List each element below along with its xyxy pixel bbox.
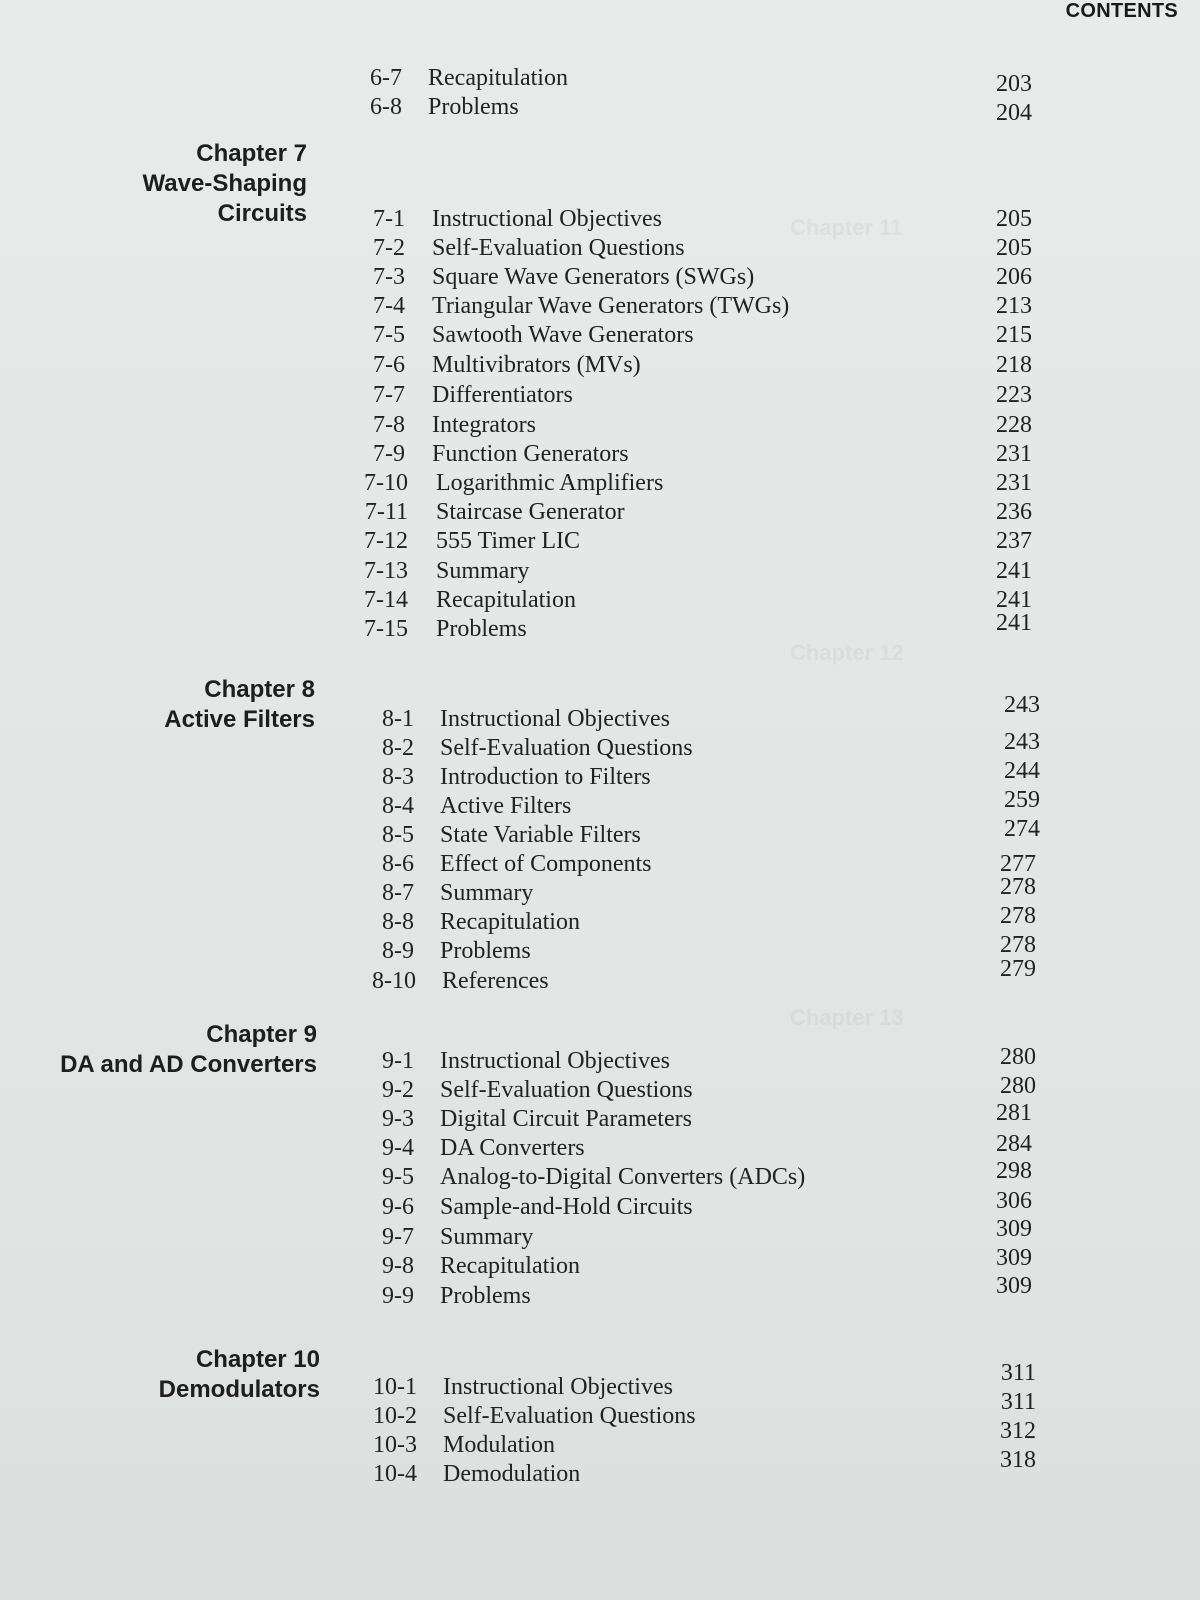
page-number: 277 [1000,851,1036,877]
section-title: Instructional Objectives [432,206,662,232]
toc-entry [0,956,1200,996]
section-number: 9-8 [382,1253,414,1279]
page-number: 279 [1000,956,1036,982]
page-number: 243 [1004,692,1040,718]
toc-entry [0,556,1200,586]
page-number: 204 [996,100,1032,126]
section-number: 7-7 [373,382,405,408]
show-through-text: Chapter 12 [790,640,904,665]
section-title: Problems [436,616,527,642]
section-number: 10-1 [373,1374,417,1400]
section-number: 7-8 [373,412,405,438]
section-title: Digital Circuit Parameters [440,1106,692,1132]
section-number: 9-5 [382,1164,414,1190]
toc-entry [0,204,1200,234]
section-title: Self-Evaluation Questions [432,235,685,261]
section-number: 10-3 [373,1432,417,1458]
section-title: Sample-and-Hold Circuits [440,1194,693,1220]
section-title: Summary [440,1224,534,1250]
section-number: 9-6 [382,1194,414,1220]
section-title: Staircase Generator [436,499,625,525]
page-header: CONTENTS [1065,0,1178,22]
show-through-text: Chapter 11 [790,215,903,240]
page-number: 228 [996,412,1032,438]
section-number: 8-6 [382,851,414,877]
section-title: Problems [440,938,531,964]
section-number: 7-3 [373,264,405,290]
section-title: Summary [436,558,530,584]
section-title: Differentiators [432,382,573,408]
section-title: Instructional Objectives [440,1048,670,1074]
toc-entry [0,291,1200,321]
section-number: 7-15 [364,616,408,642]
toc-entry [0,233,1200,263]
page-number: 218 [996,352,1032,378]
page-number: 205 [996,206,1032,232]
page-number: 309 [996,1273,1032,1299]
toc-entry [0,526,1200,556]
page-number: 274 [1004,816,1040,842]
section-number: 9-4 [382,1135,414,1161]
section-number: 8-9 [382,938,414,964]
section-number: 7-4 [373,293,405,319]
section-title: Recapitulation [440,909,580,935]
section-title: Self-Evaluation Questions [440,735,693,761]
page-number: 311 [1000,1389,1036,1415]
chapter-title: Circuits [217,200,307,227]
section-title: Instructional Objectives [443,1374,673,1400]
page-number: 231 [996,470,1032,496]
page-number: 215 [996,322,1032,348]
section-title: Modulation [443,1432,555,1458]
toc-entry [0,63,1200,97]
toc-entry [0,320,1200,350]
page-number: 231 [996,441,1032,467]
toc-entry [0,1447,1200,1489]
chapter-label: Chapter 10 [195,1346,320,1373]
page-number: 241 [996,610,1032,636]
section-number: 8-1 [382,706,414,732]
show-through-text: Chapter 13 [790,1005,904,1030]
page-number: 278 [1000,903,1036,929]
toc-entry [0,92,1200,126]
section-number: 9-7 [382,1224,414,1250]
section-number: 6-7 [370,65,402,91]
page-number: 311 [1000,1360,1036,1386]
section-title: 555 Timer LIC [436,528,581,554]
chapter-title: Active Filters [164,706,315,733]
section-number: 7-10 [364,470,408,496]
chapter-label: Chapter 9 [206,1021,317,1048]
page-number: 306 [996,1188,1032,1214]
page-number: 280 [1000,1044,1036,1070]
section-number: 7-14 [364,587,408,613]
page-number: 241 [996,558,1032,584]
page-number: 284 [996,1131,1032,1157]
toc-entry [0,262,1200,292]
section-title: References [442,968,549,994]
toc-entry [0,497,1200,527]
section-number: 9-2 [382,1077,414,1103]
page-number: 203 [996,71,1032,97]
page-number: 237 [996,528,1032,554]
page-number: 244 [1004,758,1040,784]
section-title: State Variable Filters [440,822,641,848]
toc-entry [0,410,1200,440]
section-number: 7-11 [364,499,408,525]
page-number: 281 [996,1100,1032,1126]
page-number: 298 [996,1158,1032,1184]
section-title: Instructional Objectives [440,706,670,732]
section-number: 10-4 [373,1461,417,1487]
page-number: 278 [1000,932,1036,958]
section-number: 8-3 [382,764,414,790]
page-number: 318 [1000,1447,1036,1473]
page-number: 312 [1000,1418,1036,1444]
section-title: Active Filters [440,793,572,819]
section-number: 10-2 [373,1403,417,1429]
toc-entry [0,380,1200,410]
section-title: DA Converters [440,1135,585,1161]
section-title: Recapitulation [440,1253,580,1279]
section-number: 8-7 [382,880,414,906]
section-title: Multivibrators (MVs) [432,352,641,378]
section-title: Function Generators [432,441,629,467]
page-number: 205 [996,235,1032,261]
section-number: 7-12 [364,528,408,554]
section-number: 7-5 [373,322,405,348]
section-title: Self-Evaluation Questions [440,1077,693,1103]
section-number: 8-8 [382,909,414,935]
section-number: 7-13 [364,558,408,584]
section-number: 7-6 [373,352,405,378]
page-number: 213 [996,293,1032,319]
page-number: 223 [996,382,1032,408]
section-title: Problems [440,1283,531,1309]
toc-entry [0,350,1200,380]
section-number: 7-2 [373,235,405,261]
page-number: 280 [1000,1073,1036,1099]
section-number: 8-4 [382,793,414,819]
page-number: 243 [1004,729,1040,755]
chapter-title: DA and AD Converters [60,1051,317,1078]
page-number: 241 [996,587,1032,613]
section-title: Triangular Wave Generators (TWGs) [432,293,790,319]
section-title: Effect of Components [440,851,652,877]
section-title: Analog-to-Digital Converters (ADCs) [440,1164,806,1190]
section-title: Recapitulation [428,65,568,91]
section-title: Self-Evaluation Questions [443,1403,696,1429]
section-number: 7-1 [373,206,405,232]
page-number: 309 [996,1245,1032,1271]
page-number: 259 [1004,787,1040,813]
section-number: 9-1 [382,1048,414,1074]
section-title: Square Wave Generators (SWGs) [432,264,755,290]
section-title: Integrators [432,412,536,438]
page-number: 309 [996,1216,1032,1242]
section-number: 7-9 [373,441,405,467]
section-title: Demodulation [443,1461,581,1487]
chapter-label: Chapter 7 [196,140,307,167]
page-number: 236 [996,499,1032,525]
page-number: 278 [1000,874,1036,900]
toc-entry [0,468,1200,498]
chapter-title: Wave-Shaping [142,170,307,197]
section-title: Introduction to Filters [440,764,651,790]
section-title: Recapitulation [436,587,576,613]
section-number: 6-8 [370,94,402,120]
section-number: 8-10 [372,968,416,994]
toc-entry [0,610,1200,644]
toc-entry [0,439,1200,469]
section-number: 9-3 [382,1106,414,1132]
page-number: 206 [996,264,1032,290]
toc-entry [0,1273,1200,1311]
chapter-label: Chapter 8 [204,676,315,703]
section-title: Summary [440,880,534,906]
section-title: Logarithmic Amplifiers [436,470,664,496]
section-title: Sawtooth Wave Generators [432,322,694,348]
section-number: 8-5 [382,822,414,848]
chapter-title: Demodulators [158,1376,320,1403]
section-title: Problems [428,94,519,120]
toc-entry [0,816,1200,850]
section-number: 8-2 [382,735,414,761]
section-number: 9-9 [382,1283,414,1309]
